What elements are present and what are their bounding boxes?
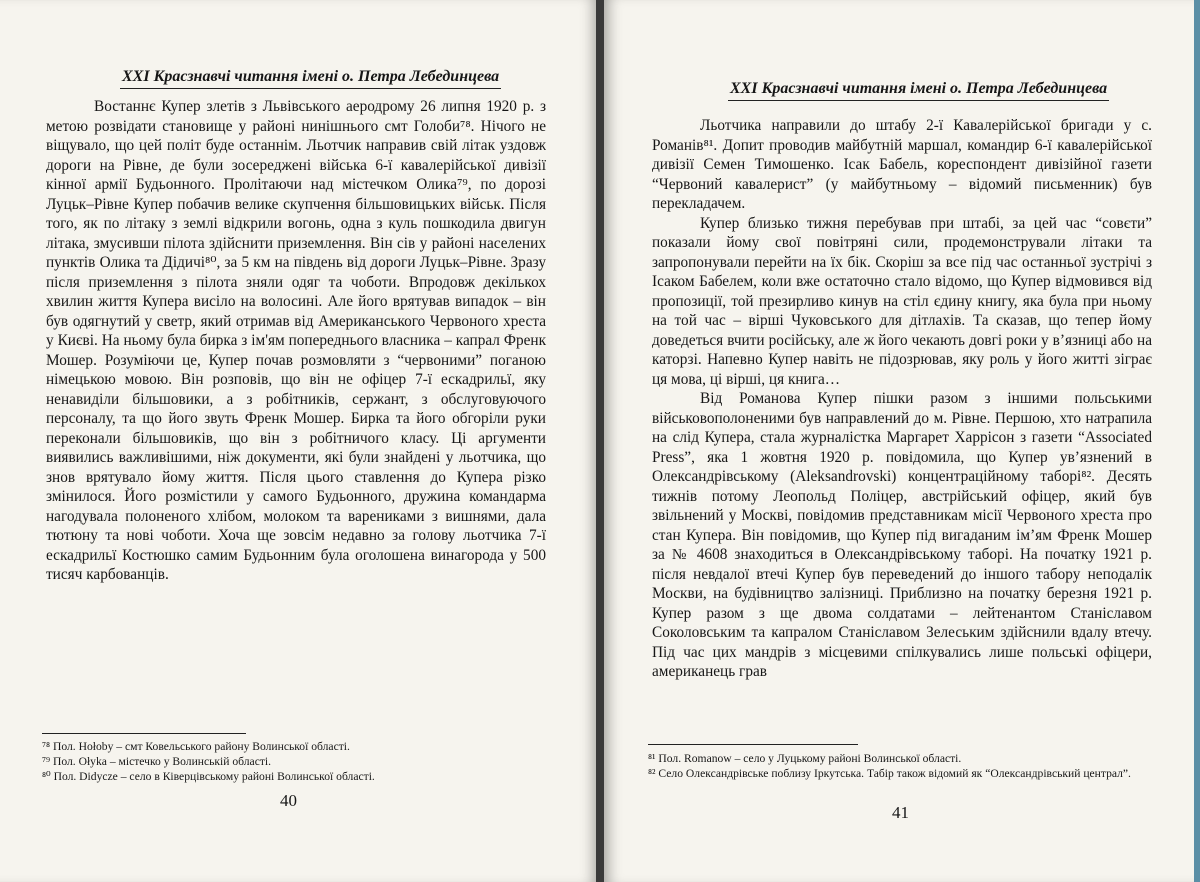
page-header: XXI Красзнавчі читання імені о. Петра Лебединцева [730,80,1108,97]
footnote: ⁷⁸ Пол. Hołoby – смт Ковельського району Волинської області. [42,740,350,753]
page-number: 41 [892,803,909,822]
footnote: ⁷⁹ Пол. Ołyka – містечко у Волинській області. [42,755,272,768]
footnote-divider [42,733,246,734]
footnotes [42,739,542,784]
cover-edge [1194,0,1200,882]
page-number: 40 [280,791,297,810]
footnote: ⁸¹ Пол. Romanow – село у Луцькому районі Волинської області. [648,752,962,765]
right-page [604,0,1200,882]
body-text [46,97,546,585]
paragraph: Від Романова Купер пішки разом з іншими польськими військовополоненими був направлений до м. Рівне. Першою, хто натрапила на слід Купера, стала журналістка Маргарет Харрісон з газети “Associated Press”, яка 1 жовтня 1920 р. повідомила, що Купер ув’язнений в Олександрівському (Aleksandrovski) концентраційному таборі⁸². Десять тижнів потому Леопольд Поліцер, австрійський офіцер, який був звільнений у Москві, повідомив представникам місії Червоного хреста про стан Купера. Він повідомив, що Купер під вигаданим ім’ям Френк Мошер за № 4608 знаходиться в Олександрівському таборі. На початку 1921 р. після невдалої втечі Купер був переведений до іншого табору неподалік Москви, на будівництво залізниці. Приблизно на початку березня 1921 р. Купер разом з ще двома солдатами – лейтенантом Станіславом Соколовським та капралом Станіславом Зелеським здійснили вдалу втечу. Під час цих мандрів з місцевими спілкувались лише польські офіцери, американець грав [652,390,1152,680]
paragraph: Льотчика направили до штабу 2-ї Кавалерійської бригади у с. Романів⁸¹. Допит проводив майбутній маршал, командир 6-ї кавалерійської дивізії Семен Тимошенко. Ісак Бабель, кореспондент дивізійної газети “Червоний кавалерист” (у майбутньому – відомий письменник) був перекладачем. [652,117,1152,212]
paragraph: Востаннє Купер злетів з Львівського аеродрому 26 липня 1920 р. з метою розвідати становище у районі нинішнього смт Голоби⁷⁸. Нічого не віщувало, що цей політ буде останнім. Льотчик направив свій літак уздовж дороги на Рівне, де були зосереджені війська 6-ї кавалерійської дивізії кінної армії Будьонного. Пролітаючи над містечком Олика⁷⁹, по дорозі Луцьк–Рівне Купер побачив велике скупчення більшовицьких військ. Після того, як по літаку з землі відкрили вогонь, одна з куль пошкодила двигун літака, змусивши пілота здійснити приземлення. Він сів у районі населених пунктів Олика та Дідичі⁸⁰, за 5 км на південь від дороги Луцьк–Рівне. Зразу після приземлення з пілота зняли одяг та чоботи. Впродовж декількох хвилин життя Купера висіло на волосині. Але його врятував випадок – він був одягнутий у светр, який отримав від Американського Червоного хреста у Києві. На ньому була бирка з ім'ям попереднього власника – капрал Френк Мошер. Розуміючи це, Купер почав розмовляти з “червоними” поганою німецькою мовою. Він розповів, що він не офіцер 7-ї ескадрильї, яку ненавиділи більшовики, а з робітників, сержант, з обслуговуючого персоналу, та що його звуть Френк Мошер. Бирка та його обгоріли руки переконали більшовиків, що він з робітничого класу. Ці аргументи виявились важливішими, ніж документи, які були знайдені у льотчика, що знов врятувало йому життя. Після цього ставлення до Купера різко змінилося. Його розмістили у самого Будьонного, дружина командарма нагодувала полоненого хлібом, молоком та варениками з вишнями, дала тютюну та нові чоботи. Хоча ще зовсім недавно за голову льотчика 7-ї ескадрильї Костюшко самим Будьонним була оголошена винагорода у 500 тисяч карбованців. [46,98,546,583]
page-header: XXI Красзнавчі читання імені о. Петра Лебединцева [122,68,500,85]
footnote: ⁸² Село Олександрівське поблизу Іркутська. Табір також відомий як “Олександрівський централ”. [648,767,1131,780]
footnote-divider [648,744,858,745]
left-page [0,0,596,882]
book-spine [596,0,604,882]
footnotes [648,751,1153,781]
body-text [652,116,1152,682]
footnote: ⁸⁰ Пол. Didycze – село в Ківерцівському районі Волинської області. [42,770,375,783]
paragraph: Купер близько тижня перебував при штабі, за цей час “совєти” показали йому свої повітряні сили, продемонстрували літаки та запропонували перейти на їх бік. Скоріш за все під час останньої зустрічі з Ісаком Бабелем, коли вже остаточно стало відомо, що Купер відмовився від пропозиції, той презирливо кинув на стіл єдину книгу, яка була при ньому на той час – вірші Чуковського для дітлахів. Та сказав, що тепер йому доведеться вчити російську, але ж його чекають довгі роки у в’язниці або на каторзі. Напевно Купер навіть не підозрював, яку роль у його житті зіграє ця мова, ці вірші, ця книга… [652,214,1152,388]
